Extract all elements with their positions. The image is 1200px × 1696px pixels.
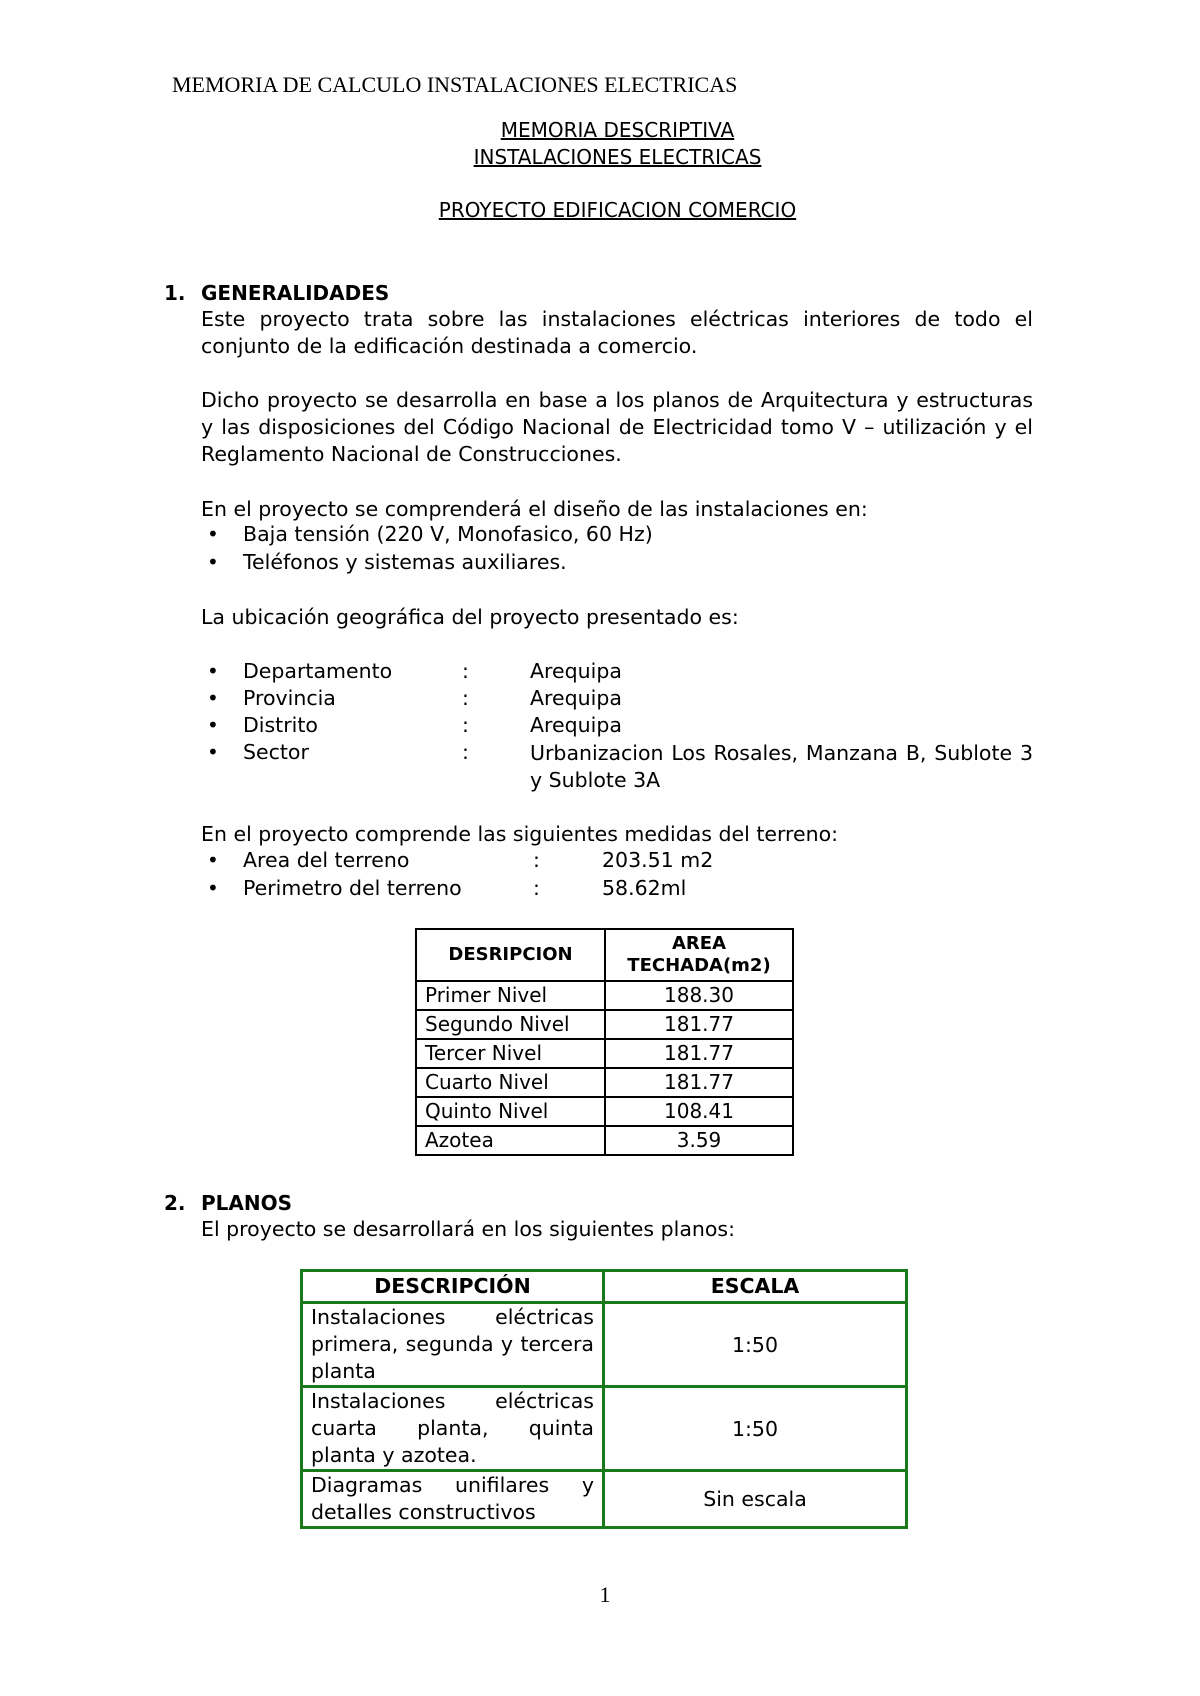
area-table-header-area: AREA TECHADA(m2)	[605, 929, 793, 981]
plan-description: Instalaciones eléctricas cuarta planta, quinta planta y azotea.	[302, 1387, 604, 1471]
level-area: 188.30	[605, 981, 793, 1010]
level-area: 181.77	[605, 1068, 793, 1097]
table-header-row	[302, 1271, 907, 1303]
section-2-number: 2.	[164, 1191, 186, 1215]
measure-separator: :	[533, 848, 540, 872]
location-value: Arequipa	[530, 659, 622, 683]
area-table-header-description: DESRIPCION	[416, 929, 605, 981]
location-separator: :	[462, 686, 469, 710]
table-row	[302, 1471, 907, 1528]
table-row	[302, 1303, 907, 1387]
table-row	[416, 1010, 793, 1039]
installation-item: Teléfonos y sistemas auxiliares.	[243, 550, 567, 574]
plan-description: Instalaciones eléctricas primera, segunda y tercera planta	[302, 1303, 604, 1387]
area-table	[415, 928, 794, 1156]
plan-scale: 1:50	[604, 1303, 907, 1387]
level-area: 181.77	[605, 1039, 793, 1068]
location-value: Urbanizacion Los Rosales, Manzana B, Sublote 3 y Sublote 3A	[530, 741, 1033, 792]
section-2-paragraph-1: El proyecto se desarrollará en los siguientes planos:	[201, 1217, 736, 1241]
bullet-icon: •	[207, 848, 219, 872]
table-row	[302, 1387, 907, 1471]
section-1-paragraph-3: En el proyecto se comprenderá el diseño de las instalaciones en:	[201, 497, 868, 521]
title-line-1: MEMORIA DESCRIPTIVA	[500, 118, 735, 142]
location-separator: :	[462, 713, 469, 737]
location-label: Departamento	[243, 659, 393, 683]
location-value: Arequipa	[530, 686, 622, 710]
bullet-icon: •	[207, 686, 219, 710]
table-row	[416, 981, 793, 1010]
measure-value: 203.51 m2	[602, 848, 714, 872]
title-line-2: INSTALACIONES ELECTRICAS	[473, 145, 762, 169]
level-name: Cuarto Nivel	[416, 1068, 605, 1097]
section-2-title: PLANOS	[201, 1191, 293, 1215]
page-number: 1	[599, 1582, 611, 1607]
level-area: 3.59	[605, 1126, 793, 1155]
location-value: Arequipa	[530, 713, 622, 737]
level-area: 108.41	[605, 1097, 793, 1126]
section-1-number: 1.	[164, 281, 186, 305]
bullet-icon: •	[207, 876, 219, 900]
plans-table-header-description: DESCRIPCIÓN	[302, 1271, 604, 1303]
location-label: Sector	[243, 740, 309, 764]
table-row	[416, 1126, 793, 1155]
level-name: Primer Nivel	[416, 981, 605, 1010]
measure-separator: :	[533, 876, 540, 900]
bullet-icon: •	[207, 659, 219, 683]
bullet-icon: •	[207, 550, 219, 574]
section-1-paragraph-2: Dicho proyecto se desarrolla en base a los planos de Arquitectura y estructuras y las disposiciones del Código Nacional de Electricidad tomo V – utilización y el Reglamento Nacional de Construcciones.	[201, 388, 1033, 466]
table-row	[416, 1097, 793, 1126]
level-name: Azotea	[416, 1126, 605, 1155]
plans-table-header-scale: ESCALA	[604, 1271, 907, 1303]
measure-label: Area del terreno	[243, 848, 410, 872]
level-area: 181.77	[605, 1010, 793, 1039]
measure-label: Perimetro del terreno	[243, 876, 462, 900]
level-name: Tercer Nivel	[416, 1039, 605, 1068]
section-1-paragraph-1: Este proyecto trata sobre las instalaciones eléctricas interiores de todo el conjunto de la edificación destinada a comercio.	[201, 307, 1033, 358]
section-1-paragraph-4: La ubicación geográfica del proyecto presentado es:	[201, 605, 739, 629]
location-label: Distrito	[243, 713, 318, 737]
bullet-icon: •	[207, 713, 219, 737]
plans-table	[300, 1269, 908, 1529]
bullet-icon: •	[207, 740, 219, 764]
section-1-paragraph-5: En el proyecto comprende las siguientes medidas del terreno:	[201, 822, 839, 846]
location-separator: :	[462, 740, 469, 764]
installation-item: Baja tensión (220 V, Monofasico, 60 Hz)	[243, 522, 653, 546]
plan-scale: 1:50	[604, 1387, 907, 1471]
bullet-icon: •	[207, 522, 219, 546]
location-label: Provincia	[243, 686, 336, 710]
level-name: Segundo Nivel	[416, 1010, 605, 1039]
document-header: MEMORIA DE CALCULO INSTALACIONES ELECTRICAS	[172, 72, 738, 97]
table-row	[416, 1068, 793, 1097]
project-title: PROYECTO EDIFICACION COMERCIO	[438, 198, 797, 222]
section-1-title: GENERALIDADES	[201, 281, 390, 305]
plan-scale: Sin escala	[604, 1471, 907, 1528]
table-header-row	[416, 929, 793, 981]
level-name: Quinto Nivel	[416, 1097, 605, 1126]
plan-description: Diagramas unifilares y detalles constructivos	[302, 1471, 604, 1528]
table-row	[416, 1039, 793, 1068]
measure-value: 58.62ml	[602, 876, 687, 900]
location-separator: :	[462, 659, 469, 683]
